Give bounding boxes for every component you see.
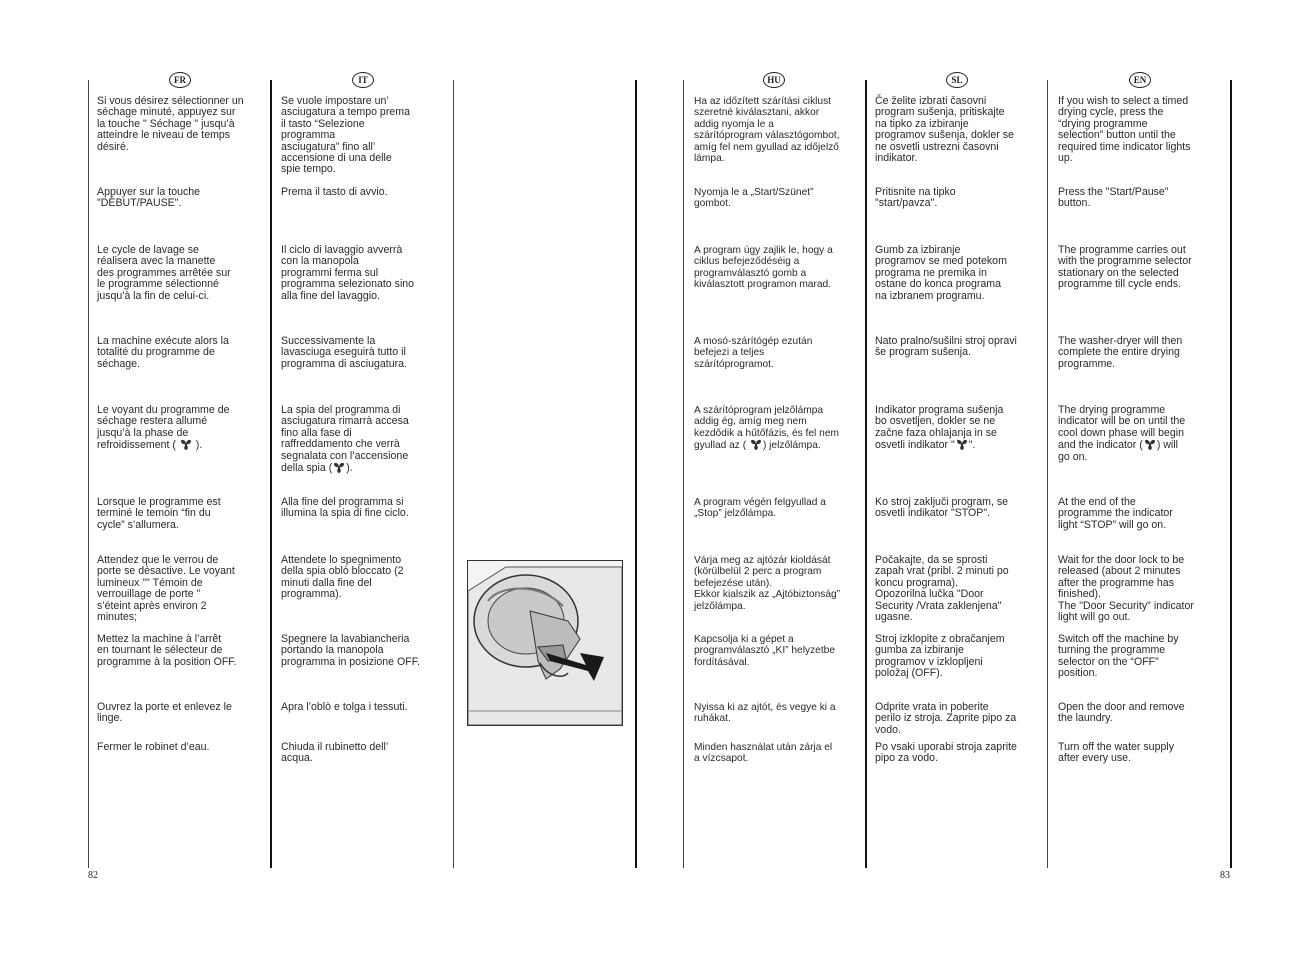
instruction-paragraph [1058,96,1190,164]
text-line: The washer-dryer will then [1058,335,1183,347]
text-line: "start/pavza". [875,197,938,210]
text-line: addig nyomja le a [694,118,774,130]
text-line: asciugatura a tempo prema [281,106,410,119]
text-line: zapah vrat (pribl. 2 minuti po [875,565,1009,578]
text-line: il tasto “Selezione [281,117,365,130]
text-line: na tipko za izbiranje [875,117,969,130]
text-line: released (about 2 minutes [1058,565,1181,578]
text-line: Gumb za izbiranje [875,244,961,256]
text-line: cycle” s’allumera. [97,518,179,531]
fan-icon [956,439,968,450]
text-line: položaj (OFF). [875,667,943,680]
text-line: začne faza ohlajanja in se [875,426,997,439]
text-line: Apra l’oblò e tolga i tessuti. [281,701,408,713]
text-line: "DÉBUT/PAUSE". [97,197,182,210]
text-line: Várja meg az ajtózár kioldását [694,555,831,566]
text-line: Fermer le robinet d’eau. [97,741,210,753]
instruction-paragraph [875,702,1016,736]
text-line: jusqu'à la fin de celui-ci. [97,289,210,302]
text-line: fordításával. [694,656,750,668]
text-line: vodo. [875,723,901,736]
text-line: finished). [1058,588,1101,601]
text-line: perilo iz stroja. Zaprite pipo za [875,712,1017,725]
text-line: button. [1058,197,1091,210]
text-line: refroidissement ( ). [97,439,203,452]
instruction-paragraph [694,742,832,765]
text-line: s’éteint après environ 2 [97,599,207,612]
text-line: programma). [281,588,342,601]
text-line: programov sušenja, dokler se [875,129,1014,142]
text-line: gumba za izbiranje [875,644,964,657]
text-line: illumina la spia di fine ciclo. [281,507,409,520]
text-line: indicator will be on until the [1058,415,1186,428]
text-line: Switch off the machine by [1058,633,1179,645]
language-badge-fr: FR [169,72,191,88]
instruction-paragraph [694,702,836,725]
instruction-paragraph [875,555,1009,623]
text-line: programme à la position OFF. [97,655,237,668]
text-line: selection” button until the [1058,129,1176,142]
instruction-paragraph [875,187,956,210]
text-line: after the programme has [1058,576,1174,589]
text-line: befejezése után). [694,577,773,589]
instruction-paragraph [875,336,1017,359]
text-line: acqua. [281,752,313,765]
text-line: ciklus befejeződéséig a [694,256,800,268]
instruction-paragraph [281,497,409,520]
text-line: and the indicator ( ) will [1058,439,1178,452]
instruction-paragraph [875,497,1008,520]
column-rule [88,80,89,868]
text-line: The "Door Security" indicator [1058,599,1194,612]
text-line: asciugatura rimarrà accesa [281,415,409,428]
column-rule [683,80,684,868]
text-line: programma [281,129,336,142]
text-line: raffreddamento che verrà [281,438,400,451]
instruction-paragraph [97,497,221,531]
text-line: kiválasztott programon marad. [694,279,832,291]
instruction-paragraph [694,405,839,452]
text-line: Stroj izklopite z obračanjem [875,633,1005,645]
text-line: programválasztó „KI” helyzetbe [694,645,835,657]
text-line: ugasne. [875,611,913,624]
page-gutter-rule [635,80,637,868]
instruction-paragraph [281,245,414,302]
text-line: Počakajte, da se sprosti [875,554,988,566]
text-line: Lorsque le programme est [97,496,221,508]
column-rule [1047,80,1048,868]
text-line: Kapcsolja ki a gépet a [694,634,794,645]
text-line: light will go out. [1058,611,1131,624]
language-badge-hu: HU [763,72,785,88]
text-line: position. [1058,667,1098,680]
text-line: des programmes arrêtée sur [97,266,231,279]
text-line: Open the door and remove [1058,701,1185,713]
text-line: Attendete lo spegnimento [281,554,402,566]
text-line: en tournant le sélecteur de [97,644,223,657]
text-line: réalisera avec la manette [97,255,216,268]
instruction-paragraph [1058,336,1182,370]
instruction-paragraph [97,96,244,153]
text-line: della spia ( ). [281,462,353,475]
text-line: programme the indicator [1058,507,1173,520]
text-line: programme. [1058,357,1116,370]
instruction-paragraph [875,96,1014,164]
text-line: Wait for the door lock to be [1058,554,1185,566]
text-line: séchage. [97,357,140,370]
text-line: szárítóprogram választógombot, [694,130,840,142]
text-line: portando la manopola [281,644,384,657]
text-line: le programme sélectionné [97,278,219,291]
text-line: ostane do konca programa [875,278,1002,291]
column-rule [865,80,867,868]
text-line: della spia oblò bloccato (2 [281,565,404,578]
page-number-left: 82 [88,870,98,881]
instruction-paragraph [281,187,388,198]
text-line: Nato pralno/sušilni stroj opravi [875,335,1017,347]
text-line: Odprite vrata in poberite [875,701,989,713]
text-line: alla fine del lavaggio. [281,289,380,302]
text-line: totalité du programme de [97,346,215,359]
text-line: selector on the “OFF” [1058,655,1159,668]
text-line: A szárítóprogram jelzőlámpa [694,405,824,416]
text-line: spie tempo. [281,163,336,176]
text-line: Il ciclo di lavaggio avverrà [281,244,403,256]
washer-door-illustration [467,560,623,726]
instruction-paragraph [1058,245,1192,291]
instruction-paragraph [97,742,209,753]
instruction-paragraph [1058,497,1173,531]
text-line: con la manopola [281,255,359,268]
text-line: drying cycle, press the [1058,106,1164,119]
fan-icon [1144,439,1156,450]
text-line: Nyissa ki az ajtót, és vegye ki a [694,702,836,713]
text-line: program sušenja, pritiskajte [875,106,1005,119]
text-line: stationary on the selected [1058,266,1179,279]
fan-icon [180,439,192,450]
text-line: Prema il tasto di avvio. [281,186,388,198]
text-line: turning the programme [1058,644,1166,657]
text-line: jusqu’à la phase de [97,426,189,439]
text-line: Chiuda il rubinetto dell’ [281,741,389,753]
language-badge-sl: SL [946,72,968,88]
text-line: lámpa. [694,153,725,165]
text-line: Opozorilna lučka "Door [875,588,984,601]
text-line: kezdődik a hűtőfázis, és fel nem [694,427,839,439]
text-line: Turn off the water supply [1058,741,1175,753]
text-line: programov se med potekom [875,255,1007,268]
text-line: Ouvrez la porte et enlevez le [97,701,232,713]
text-line: up. [1058,152,1073,165]
text-line: szeretné kiválasztani, akkor [694,107,820,119]
text-line: A mosó-szárítógép ezután [694,336,813,347]
text-line: Indikator programa sušenja [875,404,1004,416]
text-line: bo osvetljen, dokler se ne [875,415,996,428]
text-line: ruhákat. [694,713,731,725]
text-line: minuti dalla fine del [281,576,372,589]
text-line: minutes; [97,611,138,624]
text-line: koncu programa). [875,576,959,589]
text-line: terminé le temoin “fin du [97,507,211,520]
instruction-paragraph [875,634,1005,680]
text-line: At the end of the [1058,496,1136,508]
text-line: complete the entire drying [1058,346,1180,359]
text-line: programválasztó gomb a [694,267,807,279]
text-line: Appuyer sur la touche [97,186,201,198]
language-badge-en: EN [1129,72,1151,88]
text-line: indikator. [875,152,918,165]
instruction-paragraph [281,742,388,765]
instruction-paragraph [694,96,840,164]
text-line: La machine exécute alors la [97,335,229,347]
text-line: Mettez la machine à l’arrêt [97,633,222,645]
text-line: Security /Vrata zaklenjena" [875,599,1002,612]
text-line: Le voyant du programme de [97,404,230,416]
text-line: addig ég, amíg meg nem [694,416,807,428]
text-line: Se vuole impostare un’ [281,95,389,107]
instruction-paragraph [1058,634,1179,680]
text-line: gyullad az ( ) jelzőlámpa. [694,440,821,452]
text-line: Ko stroj zaključi program, se [875,496,1009,508]
text-line: Minden használat után zárja el [694,742,833,753]
instruction-paragraph [694,187,813,210]
text-line: séchage restera allumé [97,415,208,428]
text-line: Alla fine del programma si [281,496,404,508]
text-line: Attendez que le verrou de [97,554,219,566]
instruction-paragraph [1058,555,1194,623]
text-line: Le cycle de lavage se [97,244,199,256]
text-line: séchage minuté, appuyez sur [97,106,236,119]
text-line: porte se désactive. Le voyant [97,565,235,578]
text-line: required time indicator lights [1058,140,1191,153]
text-line: programma selezionato sino [281,278,415,291]
text-line: If you wish to select a timed [1058,95,1189,107]
text-line: la touche " Séchage " jusqu’à [97,117,235,130]
column-rule [270,80,272,868]
text-line: programme till cycle ends. [1058,278,1182,291]
instruction-paragraph [281,96,410,176]
instruction-paragraph [694,497,826,520]
instruction-paragraph [281,336,407,370]
column-rule [453,80,454,868]
instruction-paragraph [97,634,237,668]
instruction-paragraph [1058,187,1169,210]
text-line: amíg fel nem gyullad az időjelző [694,141,839,153]
text-line: Successivamente la [281,335,376,347]
instruction-paragraph [694,555,840,612]
text-line: ne osvetli ustrezni časovni [875,140,999,153]
text-line: verrouillage de porte " [97,588,201,601]
page-number-right: 83 [1220,870,1230,881]
instruction-paragraph [281,555,404,601]
text-line: Spegnere la lavabiancheria [281,633,410,645]
instruction-paragraph [875,742,1017,765]
text-line: osvetli indikator "STOP". [875,507,991,520]
text-line: go on. [1058,450,1088,463]
text-line: szárítóprogramot. [694,358,774,370]
text-line: Si vous désirez sélectionner un [97,95,244,107]
text-line: A program úgy zajlik le, hogy a [694,245,833,256]
text-line: befejezi a teljes [694,347,765,359]
instruction-paragraph [97,245,231,302]
instruction-paragraph [281,405,409,474]
text-line: programmi ferma sul [281,266,379,279]
instruction-paragraph [875,245,1007,302]
text-line: lavasciuga eseguirà tutto il [281,346,406,359]
text-line: Če želite izbrati časovni [875,95,987,107]
instruction-paragraph [97,555,235,623]
text-line: accensione di una delle [281,152,392,165]
text-line: programma in posizione OFF. [281,655,420,668]
instruction-paragraph [281,634,420,668]
text-line: “drying programme [1058,117,1148,130]
text-line: še program sušenja. [875,346,971,359]
text-line: A program végén felgyullad a [694,497,826,508]
fan-icon [333,462,345,473]
text-line: Ha az időzített szárítási ciklust [694,96,832,107]
text-line: fino alla fase di [281,426,352,439]
text-line: programov v izklopljeni [875,655,983,668]
text-line: linge. [97,712,123,725]
column-rule [1230,80,1232,868]
text-line: light “STOP” will go on. [1058,518,1167,531]
instruction-paragraph [875,405,1003,452]
text-line: asciugatura” fino all’ [281,140,376,153]
fan-icon [750,439,762,450]
text-line: pipo za vodo. [875,752,939,765]
instruction-paragraph [97,405,230,452]
text-line: The programme carries out [1058,244,1186,256]
instruction-paragraph [694,634,835,668]
text-line: osvetli indikator " ". [875,439,976,452]
instruction-paragraph [1058,702,1185,725]
text-line: after every use. [1058,752,1132,765]
text-line: Ekkor kialszik az „Ajtóbiztonság” [694,589,841,601]
text-line: désiré. [97,140,129,153]
text-line: with the programme selector [1058,255,1192,268]
instruction-paragraph [694,245,833,291]
text-line: „Stop” jelzőlámpa. [694,508,777,520]
instruction-paragraph [97,187,200,210]
text-line: La spia del programma di [281,404,401,416]
text-line: jelzőlámpa. [694,600,746,612]
text-line: na izbranem programu. [875,289,985,302]
instruction-paragraph [97,702,232,725]
text-line: (körülbelül 2 perc a program [694,566,822,578]
text-line: a vízcsapot. [694,753,749,765]
text-line: Press the "Start/Pause" [1058,186,1169,198]
text-line: atteindre le niveau de temps [97,129,231,142]
text-line: Nyomja le a „Start/Szünet” [694,187,814,198]
text-line: cool down phase will begin [1058,426,1185,439]
text-line: Pritisnite na tipko [875,186,956,198]
language-badge-it: IT [352,72,374,88]
text-line: The drying programme [1058,404,1166,416]
instruction-paragraph [1058,742,1174,765]
instruction-paragraph [694,336,812,370]
text-line: gombot. [694,198,731,210]
instruction-paragraph [1058,405,1185,463]
text-line: lumineux "" Témoin de [97,576,203,589]
text-line: the laundry. [1058,712,1113,725]
text-line: programa ne premika in [875,266,987,279]
text-line: Po vsaki uporabi stroja zaprite [875,741,1017,753]
instruction-paragraph [97,336,229,370]
text-line: programma di asciugatura. [281,357,408,370]
text-line: segnalata con l’accensione [281,449,409,462]
instruction-paragraph [281,702,408,713]
